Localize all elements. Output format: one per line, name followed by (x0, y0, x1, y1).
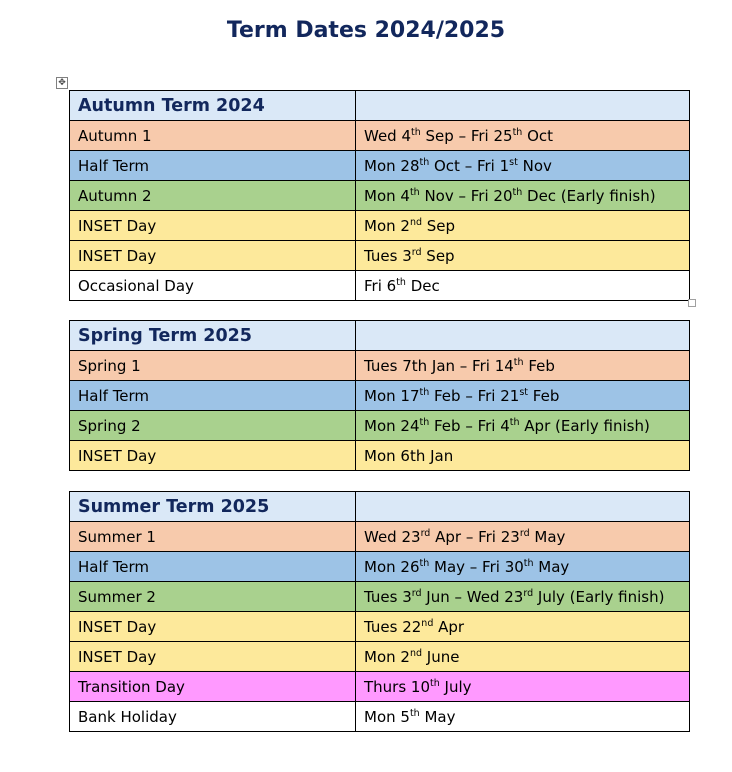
table-row (70, 411, 690, 441)
period-dates[interactable]: Thurs 10th July (356, 672, 690, 702)
table-row (70, 381, 690, 411)
table-row (70, 121, 690, 151)
period-label[interactable]: Summer 1 (70, 522, 356, 552)
table-row (70, 702, 690, 732)
period-label[interactable]: Half Term (70, 381, 356, 411)
period-dates[interactable]: Wed 4th Sep – Fri 25th Oct (356, 121, 690, 151)
term-heading-blank-cell[interactable] (356, 492, 690, 522)
period-label[interactable]: INSET Day (70, 441, 356, 471)
table-resize-handle[interactable] (688, 299, 696, 307)
term-heading-row (70, 321, 690, 351)
period-dates[interactable]: Mon 17th Feb – Fri 21st Feb (356, 381, 690, 411)
period-dates[interactable]: Tues 3rd Sep (356, 241, 690, 271)
term-heading-blank-cell[interactable] (356, 321, 690, 351)
summer-term-table (69, 491, 690, 732)
period-dates[interactable]: Mon 2nd Sep (356, 211, 690, 241)
period-label[interactable]: INSET Day (70, 211, 356, 241)
autumn-term-table (69, 90, 690, 301)
period-dates[interactable]: Mon 24th Feb – Fri 4th Apr (Early finish) (356, 411, 690, 441)
table-row (70, 552, 690, 582)
term-heading-row (70, 492, 690, 522)
period-dates[interactable]: Mon 5th May (356, 702, 690, 732)
period-dates[interactable]: Mon 4th Nov – Fri 20th Dec (Early finish) (356, 181, 690, 211)
period-dates[interactable]: Mon 2nd June (356, 642, 690, 672)
table-row (70, 211, 690, 241)
period-label[interactable]: Spring 1 (70, 351, 356, 381)
page-title: Term Dates 2024/2025 (226, 18, 506, 43)
spring-term-table (69, 320, 690, 471)
period-dates[interactable]: Mon 6th Jan (356, 441, 690, 471)
term-heading[interactable]: Summer Term 2025 (70, 492, 356, 522)
period-dates[interactable]: Tues 3rd Jun – Wed 23rd July (Early finish) (356, 582, 690, 612)
period-label[interactable]: INSET Day (70, 642, 356, 672)
table-row (70, 522, 690, 552)
period-dates[interactable]: Fri 6th Dec (356, 271, 690, 301)
period-label[interactable]: Transition Day (70, 672, 356, 702)
period-dates[interactable]: Mon 26th May – Fri 30th May (356, 552, 690, 582)
period-label[interactable]: Bank Holiday (70, 702, 356, 732)
period-dates[interactable]: Tues 7th Jan – Fri 14th Feb (356, 351, 690, 381)
period-label[interactable]: Autumn 2 (70, 181, 356, 211)
table-row (70, 582, 690, 612)
table-row (70, 181, 690, 211)
table-row (70, 612, 690, 642)
period-label[interactable]: Autumn 1 (70, 121, 356, 151)
term-heading[interactable]: Spring Term 2025 (70, 321, 356, 351)
period-label[interactable]: Occasional Day (70, 271, 356, 301)
period-label[interactable]: INSET Day (70, 612, 356, 642)
term-heading-blank-cell[interactable] (356, 91, 690, 121)
table-row (70, 271, 690, 301)
period-dates[interactable]: Tues 22nd Apr (356, 612, 690, 642)
table-row (70, 241, 690, 271)
period-label[interactable]: Half Term (70, 151, 356, 181)
period-label[interactable]: INSET Day (70, 241, 356, 271)
period-label[interactable]: Half Term (70, 552, 356, 582)
period-dates[interactable]: Mon 28th Oct – Fri 1st Nov (356, 151, 690, 181)
table-row (70, 642, 690, 672)
term-heading[interactable]: Autumn Term 2024 (70, 91, 356, 121)
table-row (70, 351, 690, 381)
period-label[interactable]: Summer 2 (70, 582, 356, 612)
period-label[interactable]: Spring 2 (70, 411, 356, 441)
table-row (70, 672, 690, 702)
table-row (70, 441, 690, 471)
table-move-handle-icon[interactable]: ✥ (56, 77, 68, 89)
table-row (70, 151, 690, 181)
period-dates[interactable]: Wed 23rd Apr – Fri 23rd May (356, 522, 690, 552)
term-heading-row (70, 91, 690, 121)
